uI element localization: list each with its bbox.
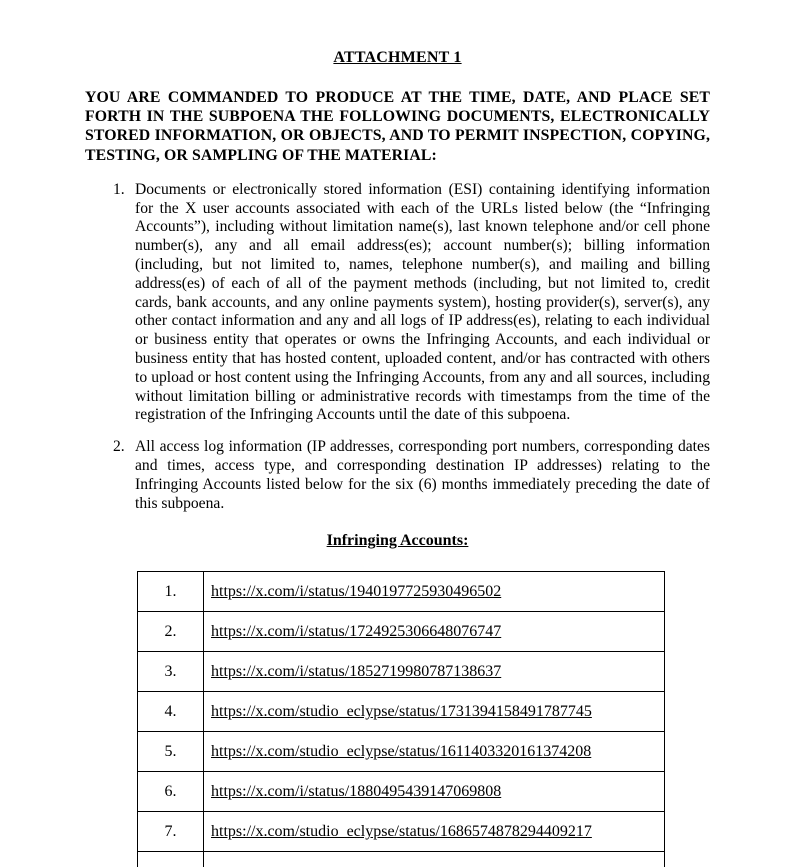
row-url-link[interactable]: https://x.com/i/status/1724925306648076747 — [211, 622, 502, 640]
row-url-link[interactable]: https://x.com/i/status/1940197725930496502 — [211, 582, 502, 600]
infringing-accounts-heading: Infringing Accounts: — [326, 532, 469, 550]
table-row — [138, 572, 664, 612]
attachment-title: ATTACHMENT 1 — [333, 49, 462, 66]
list-item-1 — [113, 180, 710, 425]
list-item-2 — [113, 438, 710, 513]
list-item-1-number: 1. — [113, 180, 125, 198]
table-row — [138, 652, 664, 692]
row-url-link[interactable]: https://x.com/studio_eclypse/status/1611403320161374208 — [211, 742, 592, 760]
row-number: 6. — [138, 772, 204, 811]
list-item-2-number: 2. — [113, 438, 125, 456]
list-item-2-text: All access log information (IP addresses, corresponding port numbers, corresponding dates and times, access type, and corresponding destination IP addresses) relating to the Infringing Accounts listed below for the six (6) months immediately preceding the date of this subpoena. — [135, 438, 710, 512]
list-item-1-text: Documents or electronically stored information (ESI) containing identifying information for the X user accounts associated with each of the URLs listed below (the “Infringing Accounts”), including without limitation name(s), last known telephone and/or cell phone number(s), any and all email address(es); account number(s); billing information (including, but not limited to, names, telephone number(s), and mailing and billing address(es) of each of all of the payment methods (including, but not limited to, credit cards, bank accounts, and any online payments system), hosting provider(s), server(s), any other contact information and any and all logs of IP address(es), relating to each individual or business entity that operates or owns the Infringing Accounts, and each individual or business entity that has hosted content, uploaded content, and/or has contracted with others to upload or host content using the Infringing Accounts, from any and all sources, including without limitation billing or administrative records with timestamps from the time of the registration of the Infringing Accounts until the date of this subpoena. — [135, 180, 710, 424]
row-url-link — [204, 852, 664, 867]
row-number: 3. — [138, 652, 204, 691]
table-row-partial — [138, 852, 664, 867]
table-row — [138, 692, 664, 732]
row-number: 7. — [138, 812, 204, 851]
table-row — [138, 612, 664, 652]
document-content — [85, 48, 710, 867]
row-number — [138, 852, 204, 867]
row-url-link[interactable]: https://x.com/i/status/1880495439147069808 — [211, 782, 502, 800]
table-row — [138, 812, 664, 852]
table-row — [138, 772, 664, 812]
row-url-link[interactable]: https://x.com/studio_eclypse/status/1686574878294409217 — [211, 822, 592, 840]
table-row — [138, 732, 664, 772]
command-paragraph: YOU ARE COMMANDED TO PRODUCE AT THE TIME, DATE, AND PLACE SET FORTH IN THE SUBPOENA THE FOLLOWING DOCUMENTS, ELECTRONICALLY STORED INFORMATION, OR OBJECTS, AND TO PERMIT INSPECTION, COPYING, TESTING, OR SAMPLING OF THE MATERIAL: — [85, 89, 710, 164]
row-number: 1. — [138, 572, 204, 611]
row-number: 2. — [138, 612, 204, 651]
row-url-link[interactable]: https://x.com/studio_eclypse/status/1731394158491787745 — [211, 702, 592, 720]
row-url-link[interactable]: https://x.com/i/status/1852719980787138637 — [211, 662, 502, 680]
infringing-accounts-table — [137, 571, 665, 867]
row-number: 4. — [138, 692, 204, 731]
row-number: 5. — [138, 732, 204, 771]
